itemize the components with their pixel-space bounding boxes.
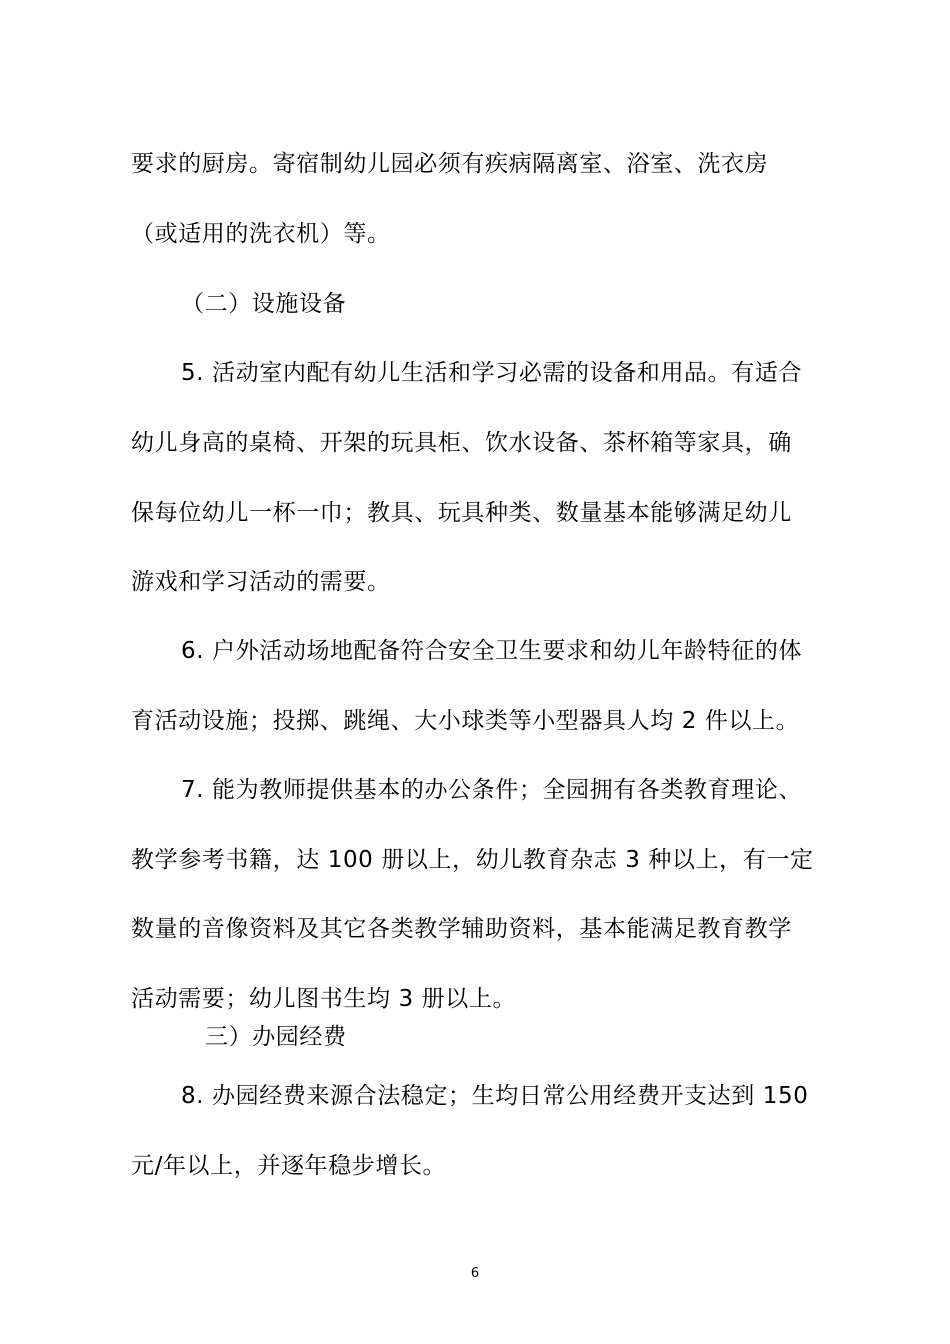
section-heading: 三）办园经费	[205, 1024, 347, 1050]
item-7-line: 数量的音像资料及其它各类教学辅助资料，基本能满足教育教学	[131, 916, 792, 942]
item-5-line: 游戏和学习活动的需要。	[131, 569, 391, 595]
item-7-line: 7. 能为教师提供基本的办公条件；全园拥有各类教育理论、	[181, 777, 803, 803]
item-7-line: 教学参考书籍，达 100 册以上，幼儿教育杂志 3 种以上，有一定	[131, 847, 814, 873]
item-5-line: 幼儿身高的桌椅、开架的玩具柜、饮水设备、茶杯箱等家具，确	[131, 430, 792, 456]
paragraph-line: 要求的厨房。寄宿制幼儿园必须有疾病隔离室、浴室、洗衣房	[131, 151, 769, 177]
section-heading: （二）设施设备	[181, 291, 347, 317]
item-7-line: 活动需要；幼儿图书生均 3 册以上。	[131, 986, 517, 1012]
item-8-line: 元/年以上，并逐年稳步增长。	[131, 1153, 447, 1179]
page-number: 6	[470, 1266, 480, 1281]
item-6-line: 育活动设施；投掷、跳绳、大小球类等小型器具人均 2 件以上。	[131, 708, 800, 734]
item-6-line: 6. 户外活动场地配备符合安全卫生要求和幼儿年龄特征的体	[181, 638, 803, 664]
item-5-line: 5. 活动室内配有幼儿生活和学习必需的设备和用品。有适合	[181, 360, 803, 386]
paragraph-line: （或适用的洗衣机）等。	[131, 221, 391, 247]
item-8-line: 8. 办园经费来源合法稳定；生均日常公用经费开支达到 150	[181, 1083, 809, 1109]
item-5-line: 保每位幼儿一杯一巾；教具、玩具种类、数量基本能够满足幼儿	[131, 500, 792, 526]
